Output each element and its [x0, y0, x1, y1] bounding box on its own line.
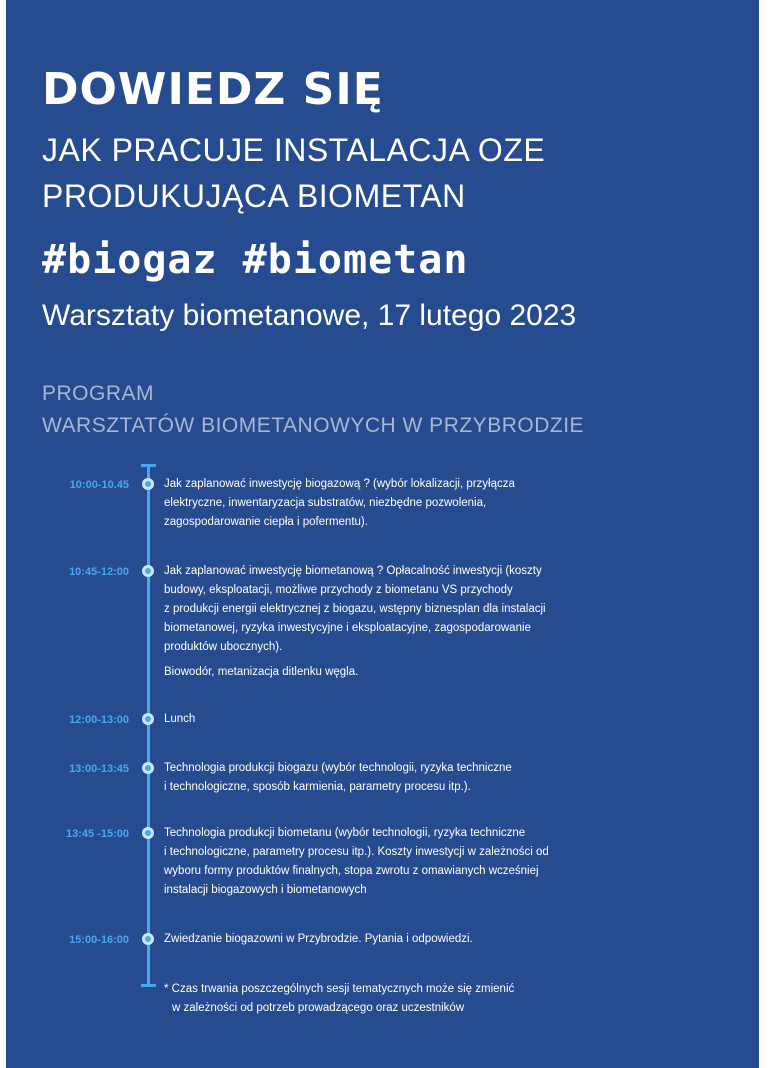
poster	[6, 0, 759, 1068]
session-line: wyboru formy produktów finalnych, stopa zwrotu z omawianych wcześniej	[164, 865, 539, 877]
timeline-cap-bottom	[141, 984, 156, 987]
timeline-dot-icon	[142, 762, 154, 774]
session-line: budowy, eksploatacji, możliwe przychody z biometanu VS przychody	[164, 584, 513, 596]
session-line: i technologiczne, sposób karmienia, parametry procesu itp.).	[164, 781, 471, 793]
session-time: 13:00-13:45	[69, 763, 129, 775]
session-line: Lunch	[164, 713, 196, 725]
footnote-line: * Czas trwania poszczególnych sesji tematycznych może się zmienić	[164, 983, 515, 995]
session-description	[164, 824, 684, 900]
subline-2: PRODUKUJĄCA BIOMETAN	[42, 178, 466, 214]
timeline-dot-icon	[142, 565, 154, 577]
timeline-dot-icon	[142, 933, 154, 945]
session-time: 13:45 -15:00	[66, 828, 129, 840]
session-line: produktów ubocznych).	[164, 641, 283, 653]
session-extra: Biowodór, metanizacja ditlenku węgla.	[164, 666, 359, 678]
timeline-dot-icon	[142, 713, 154, 725]
timeline-dot-icon	[142, 478, 154, 490]
session-time: 15:00-16:00	[69, 934, 129, 946]
session-line: z produkcji energii elektrycznej z biogazu, wstępny biznesplan dla instalacji	[164, 603, 546, 615]
date-line: Warsztaty biometanowe, 17 lutego 2023	[42, 299, 577, 332]
headline: DOWIEDZ SIĘ	[42, 64, 384, 115]
session-line: Technologia produkcji biogazu (wybór technologii, ryzyka techniczne	[164, 762, 512, 774]
program-title: PROGRAM	[42, 382, 155, 405]
session-line: Zwiedzanie biogazowni w Przybrodzie. Pytania i odpowiedzi.	[164, 933, 473, 945]
session-description	[164, 475, 684, 532]
session-description	[164, 710, 684, 729]
program-subtitle: WARSZTATÓW BIOMETANOWYCH W PRZYBRODZIE	[42, 414, 585, 437]
timeline-line	[147, 464, 150, 986]
timeline-cap-top	[141, 464, 156, 467]
hashtags: #biogaz #biometan	[42, 237, 469, 283]
session-line: biometanowej, ryzyka inwestycyjne i eksploatacyjne, zagospodarowanie	[164, 622, 531, 634]
session-description	[164, 930, 684, 949]
subline-1: JAK PRACUJE INSTALACJA OZE	[42, 132, 546, 168]
session-line: Technologia produkcji biometanu (wybór technologii, ryzyka techniczne	[164, 827, 526, 839]
session-time: 10:00-10.45	[69, 479, 129, 491]
session-line: Jak zaplanować inwestycję biometanową ? Opłacalność inwestycji (koszty	[164, 565, 542, 577]
session-time: 10:45-12:00	[69, 566, 129, 578]
timeline-dot-icon	[142, 827, 154, 839]
session-line: Jak zaplanować inwestycję biogazową ? (wybór lokalizacji, przyłącza	[164, 478, 515, 490]
session-line: elektryczne, inwentaryzacja substratów, niezbędne pozwolenia,	[164, 497, 487, 509]
session-line: i technologiczne, parametry procesu itp.). Koszty inwestycji w zależności od	[164, 846, 549, 858]
footnote-line: w zależności od potrzeb prowadzącego oraz uczestników	[172, 1002, 465, 1014]
session-line: instalacji biogazowych i biometanowych	[164, 884, 367, 896]
footnote	[164, 980, 684, 1018]
session-line: zagospodarowanie ciepła i pofermentu).	[164, 516, 368, 528]
session-description	[164, 562, 684, 682]
session-description	[164, 759, 684, 797]
session-time: 12:00-13:00	[69, 714, 129, 726]
